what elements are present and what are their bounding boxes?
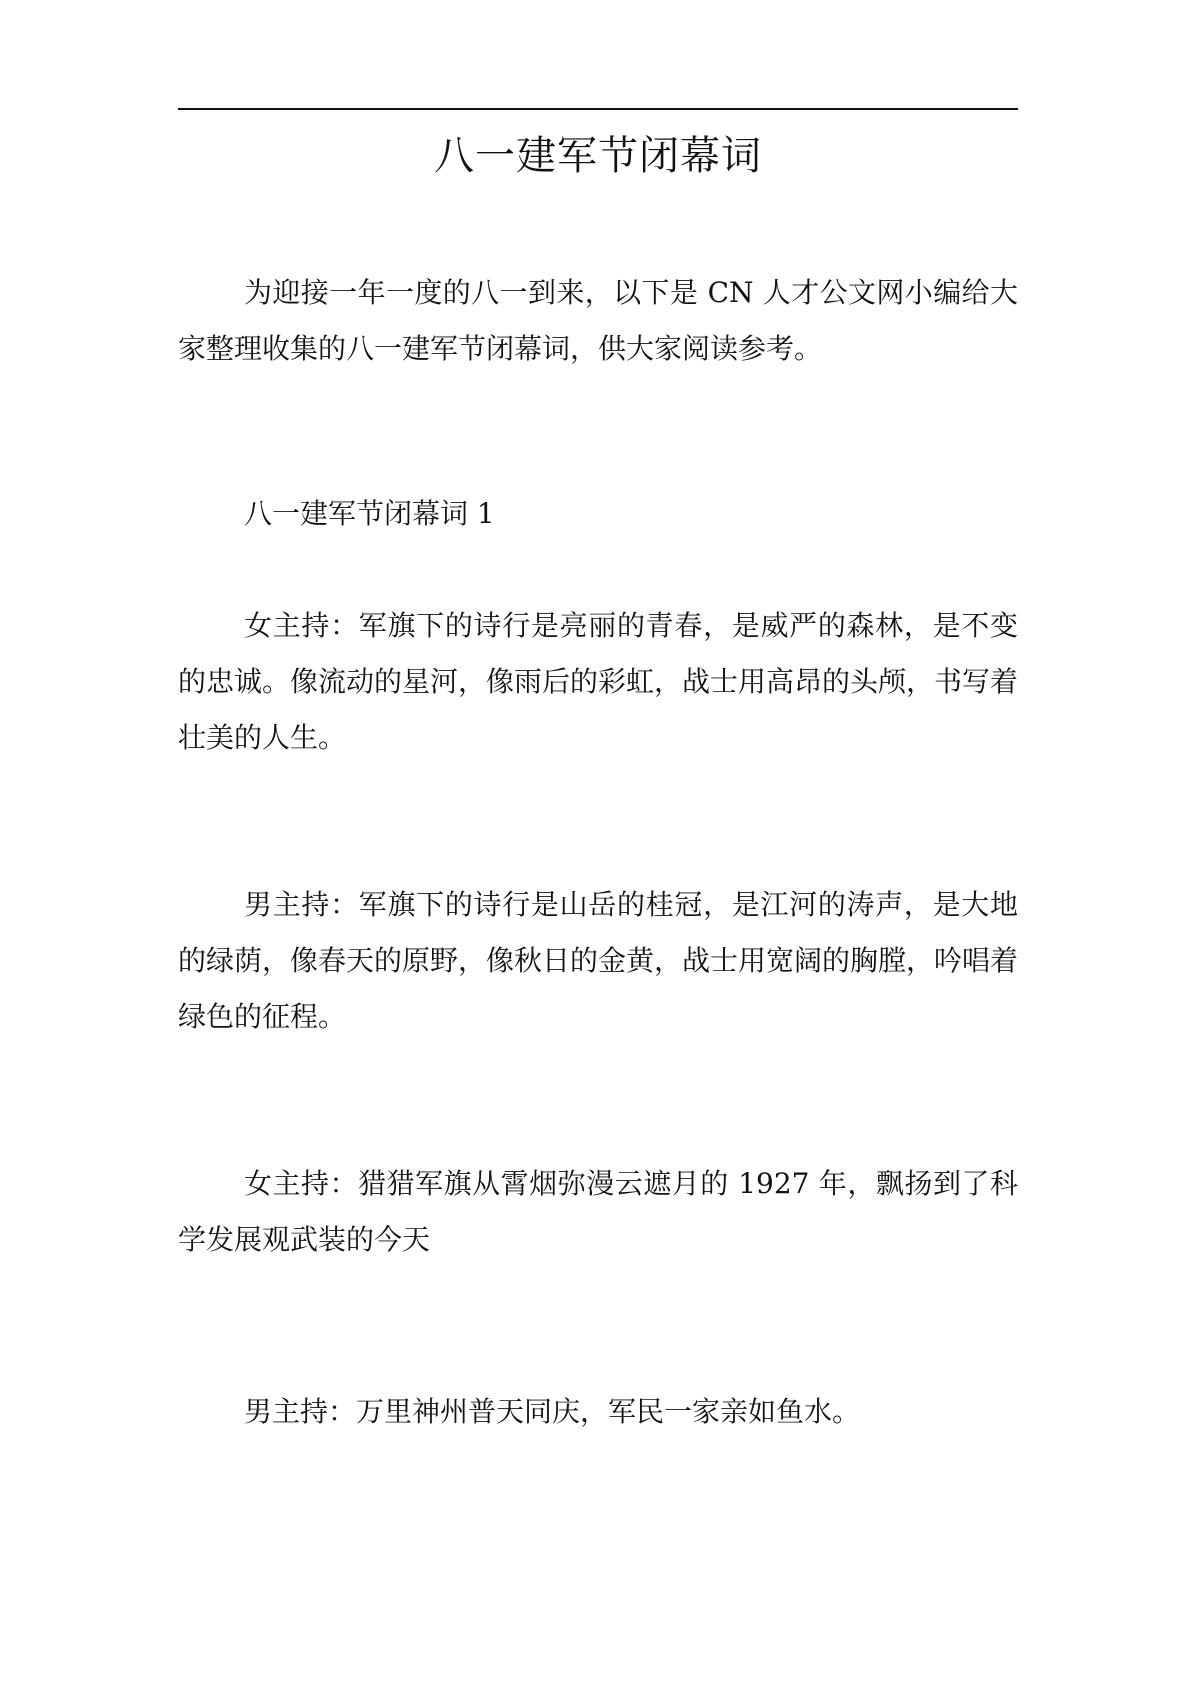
female-host-paragraph: 女主持：军旗下的诗行是亮丽的青春，是威严的森林，是不变的忠诚。像流动的星河，像雨后的彩虹，战士用高昂的头颅，书写着壮美的人生。 xyxy=(178,609,1019,754)
section-heading: 八一建军节闭幕词 1 xyxy=(244,497,495,530)
male-host-paragraph: 男主持：军旗下的诗行是山岳的桂冠，是江河的涛声，是大地的绿荫，像春天的原野，像秋日的金黄，战士用宽阔的胸膛，吟唱着绿色的征程。 xyxy=(178,888,1019,1033)
header-rule xyxy=(178,108,1018,110)
document-title: 八一建军节闭幕词 xyxy=(434,133,762,179)
intro-paragraph: 为迎接一年一度的八一到来，以下是 CN 人才公文网小编给大家整理收集的八一建军节闭幕词，供大家阅读参考。 xyxy=(178,276,1018,365)
male-host-paragraph: 男主持：万里神州普天同庆，军民一家亲如鱼水。 xyxy=(244,1395,861,1428)
female-host-paragraph: 女主持：猎猎军旗从霄烟弥漫云遮月的 1927 年，飘扬到了科学发展观武装的今天 xyxy=(178,1167,1018,1256)
